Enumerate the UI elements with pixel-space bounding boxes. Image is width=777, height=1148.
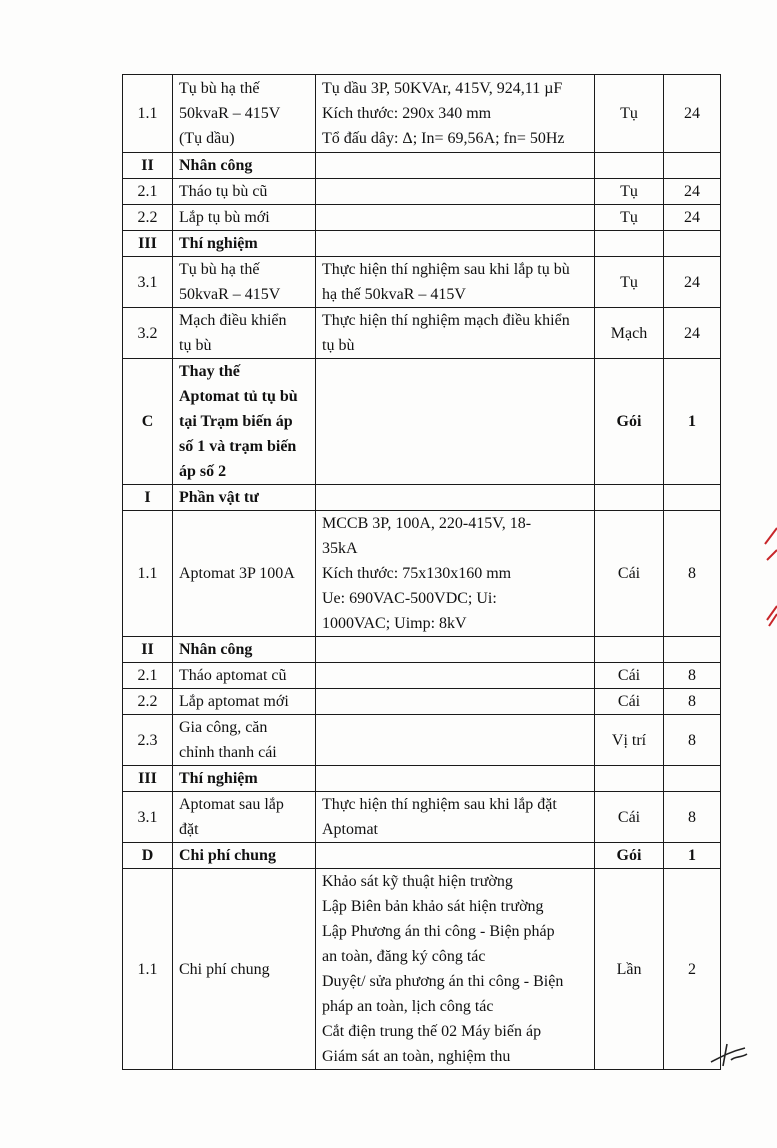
quantity: 2 — [664, 869, 721, 1070]
item-name: Chi phí chung — [173, 869, 316, 1070]
table-row — [123, 689, 721, 715]
row-number: II — [123, 637, 173, 663]
item-name: Gia công, căn chỉnh thanh cái — [173, 715, 316, 766]
quantity — [664, 485, 721, 511]
unit-of-measure: Cái — [595, 511, 664, 637]
quantity: 8 — [664, 689, 721, 715]
quantity: 24 — [664, 179, 721, 205]
row-number: D — [123, 843, 173, 869]
unit-of-measure — [595, 485, 664, 511]
table-row — [123, 153, 721, 179]
table-row — [123, 485, 721, 511]
unit-of-measure: Cái — [595, 792, 664, 843]
table-row — [123, 231, 721, 257]
item-name: Thí nghiệm — [173, 231, 316, 257]
quantity: 24 — [664, 257, 721, 308]
item-name: Lắp tụ bù mới — [173, 205, 316, 231]
row-number: 1.1 — [123, 511, 173, 637]
table-row — [123, 359, 721, 485]
item-specification — [316, 205, 595, 231]
item-name: Lắp aptomat mới — [173, 689, 316, 715]
table-row — [123, 766, 721, 792]
item-specification — [316, 715, 595, 766]
quantity: 24 — [664, 205, 721, 231]
item-specification — [316, 485, 595, 511]
item-name: Thí nghiệm — [173, 766, 316, 792]
unit-of-measure: Tụ — [595, 75, 664, 153]
unit-of-measure: Mạch — [595, 308, 664, 359]
item-specification — [316, 689, 595, 715]
table-row — [123, 75, 721, 153]
quantity: 24 — [664, 75, 721, 153]
item-name: Mạch điều khiển tụ bù — [173, 308, 316, 359]
table-row — [123, 792, 721, 843]
table-row — [123, 179, 721, 205]
table-row — [123, 511, 721, 637]
item-specification — [316, 231, 595, 257]
quantity: 1 — [664, 843, 721, 869]
row-number: 2.1 — [123, 179, 173, 205]
unit-of-measure: Cái — [595, 663, 664, 689]
table-row — [123, 869, 721, 1070]
table-row — [123, 637, 721, 663]
row-number: 2.2 — [123, 689, 173, 715]
unit-of-measure: Tụ — [595, 179, 664, 205]
item-name: Tháo aptomat cũ — [173, 663, 316, 689]
quantity: 1 — [664, 359, 721, 485]
item-name: Nhân công — [173, 153, 316, 179]
row-number: III — [123, 766, 173, 792]
unit-of-measure: Vị trí — [595, 715, 664, 766]
table-row — [123, 308, 721, 359]
item-specification — [316, 637, 595, 663]
table-row — [123, 257, 721, 308]
quantity: 8 — [664, 663, 721, 689]
item-name: Thay thế Aptomat tủ tụ bù tại Trạm biến áp số 1 và trạm biến áp số 2 — [173, 359, 316, 485]
unit-of-measure: Cái — [595, 689, 664, 715]
item-name: Aptomat sau lắp đặt — [173, 792, 316, 843]
item-name: Tụ bù hạ thế 50kvaR – 415V (Tụ dầu) — [173, 75, 316, 153]
row-number: II — [123, 153, 173, 179]
stamp-edge-fragment — [763, 520, 777, 630]
unit-of-measure — [595, 637, 664, 663]
quantity: 8 — [664, 715, 721, 766]
item-name: Aptomat 3P 100A — [173, 511, 316, 637]
quantity: 24 — [664, 308, 721, 359]
item-specification — [316, 153, 595, 179]
item-specification: Thực hiện thí nghiệm mạch điều khiển tụ bù — [316, 308, 595, 359]
row-number: 3.2 — [123, 308, 173, 359]
item-name: Phần vật tư — [173, 485, 316, 511]
row-number: I — [123, 485, 173, 511]
row-number: 1.1 — [123, 869, 173, 1070]
unit-of-measure: Tụ — [595, 257, 664, 308]
quantity: 8 — [664, 511, 721, 637]
item-specification: Thực hiện thí nghiệm sau khi lắp tụ bù hạ thế 50kvaR – 415V — [316, 257, 595, 308]
item-specification — [316, 179, 595, 205]
item-specification — [316, 663, 595, 689]
item-specification — [316, 843, 595, 869]
unit-of-measure — [595, 766, 664, 792]
quantity — [664, 766, 721, 792]
table-row — [123, 205, 721, 231]
row-number: III — [123, 231, 173, 257]
initials-mark — [705, 1040, 753, 1070]
row-number: 3.1 — [123, 792, 173, 843]
item-specification — [316, 359, 595, 485]
table-row — [123, 843, 721, 869]
row-number: 2.1 — [123, 663, 173, 689]
item-specification: Khảo sát kỹ thuật hiện trường Lập Biên bản khảo sát hiện trường Lập Phương án thi công - Biện pháp an toàn, đăng ký công tác Duyệt/ sửa phương án thi công - Biện pháp an toàn, lịch công tác Cắt điện trung thế 02 Máy biến áp Giám sát an toàn, nghiệm thu — [316, 869, 595, 1070]
row-number: 2.3 — [123, 715, 173, 766]
quantity — [664, 231, 721, 257]
item-specification: Tụ dầu 3P, 50KVAr, 415V, 924,11 µF Kích thước: 290x 340 mm Tổ đấu dây: Δ; In= 69,56A; fn= 50Hz — [316, 75, 595, 153]
unit-of-measure: Gói — [595, 359, 664, 485]
table-row — [123, 663, 721, 689]
unit-of-measure — [595, 153, 664, 179]
row-number: 3.1 — [123, 257, 173, 308]
work-items-table — [122, 74, 721, 1070]
row-number: C — [123, 359, 173, 485]
quantity — [664, 153, 721, 179]
quantity — [664, 637, 721, 663]
item-name: Tụ bù hạ thế 50kvaR – 415V — [173, 257, 316, 308]
item-name: Nhân công — [173, 637, 316, 663]
item-name: Tháo tụ bù cũ — [173, 179, 316, 205]
item-specification: MCCB 3P, 100A, 220-415V, 18- 35kA Kích thước: 75x130x160 mm Ue: 690VAC-500VDC; Ui: 1000VAC; Uimp: 8kV — [316, 511, 595, 637]
item-name: Chi phí chung — [173, 843, 316, 869]
item-specification: Thực hiện thí nghiệm sau khi lắp đặt Aptomat — [316, 792, 595, 843]
unit-of-measure — [595, 231, 664, 257]
row-number: 1.1 — [123, 75, 173, 153]
table-row — [123, 715, 721, 766]
unit-of-measure: Gói — [595, 843, 664, 869]
unit-of-measure: Lần — [595, 869, 664, 1070]
row-number: 2.2 — [123, 205, 173, 231]
table-body — [123, 75, 721, 1070]
quantity: 8 — [664, 792, 721, 843]
item-specification — [316, 766, 595, 792]
unit-of-measure: Tụ — [595, 205, 664, 231]
